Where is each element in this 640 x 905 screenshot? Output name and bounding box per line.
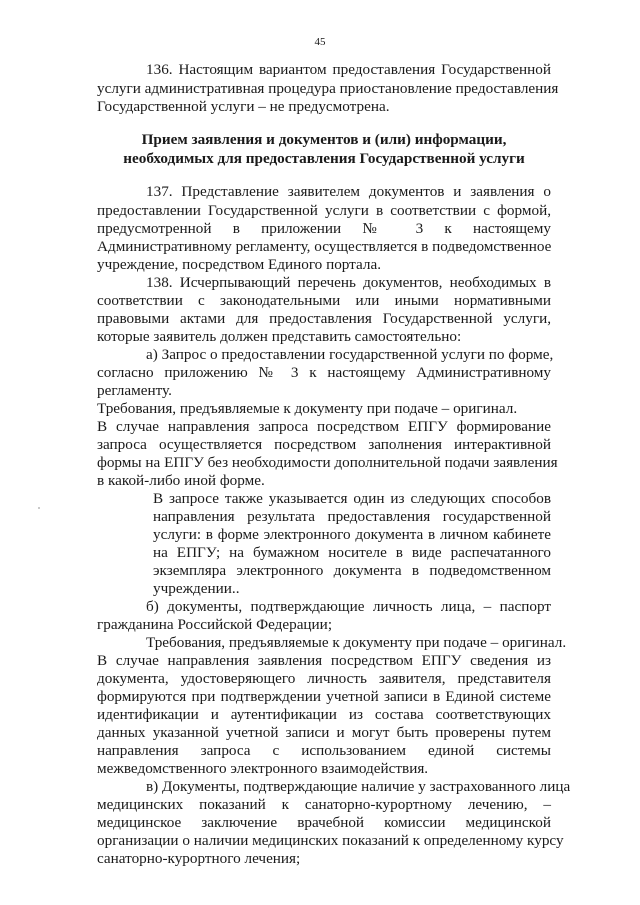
section-heading-line-2: необходимых для предоставления Государственной услуги bbox=[123, 150, 525, 167]
epgu-b-line-3: формируются при подтверждении учетной записи в Единой системе bbox=[97, 688, 551, 705]
indented-line-1: В запросе также указывается один из следующих способов bbox=[153, 490, 551, 507]
requirement-b: Требования, предъявляемые к документу при подаче – оригинал. bbox=[146, 634, 567, 651]
item-a-line-2: согласно приложению № 3 к настоящему Административному bbox=[97, 364, 551, 381]
epgu-b-line-5: данных указанной учетной записи и могут быть проверены путем bbox=[97, 724, 551, 741]
p137-line-3: предусмотренной в приложении № 3 к настоящему bbox=[97, 220, 551, 237]
indented-line-3: услуги: в форме электронного документа в личном кабинете bbox=[153, 526, 551, 543]
epgu-b-line-2: документа, удостоверяющего личность заявителя, представителя bbox=[97, 670, 551, 687]
epgu-a-line-2: запроса осуществляется посредством заполнения интерактивной bbox=[97, 436, 551, 453]
epgu-b-line-1: В случае направления заявления посредством ЕПГУ сведения из bbox=[97, 652, 551, 669]
p138-line-2: соответствии с законодательными или иными нормативными bbox=[97, 292, 551, 309]
p137-line-2: предоставлении Государственной услуги в соответствии с формой, bbox=[97, 202, 551, 219]
p138-line-3: правовыми актами для предоставления Государственной услуги, bbox=[97, 310, 551, 327]
requirement-a: Требования, предъявляемые к документу при подаче – оригинал. bbox=[97, 400, 518, 417]
page-number: 45 bbox=[314, 36, 326, 48]
p138-line-4: которые заявитель должен представить самостоятельно: bbox=[97, 328, 462, 345]
item-c-line-4: организации о наличии медицинских показаний к определенному курсу bbox=[97, 832, 564, 849]
p137-line-4: Административному регламенту, осуществляется в подведомственное bbox=[97, 238, 552, 255]
section-heading-line-1: Прием заявления и документов и (или) информации, bbox=[141, 131, 507, 148]
epgu-b-line-7: межведомственного электронного взаимодействия. bbox=[97, 760, 429, 777]
p137-line-5: учреждение, посредством Единого портала. bbox=[97, 256, 382, 273]
item-b-line-2: гражданина Российской Федерации; bbox=[97, 616, 333, 633]
item-a-line-1: а) Запрос о предоставлении государственной услуги по форме, bbox=[146, 346, 554, 363]
item-a-line-3: регламенту. bbox=[97, 382, 172, 399]
scan-speck bbox=[38, 507, 40, 509]
p136-line-3: Государственной услуги – не предусмотрена. bbox=[97, 98, 390, 115]
item-c-line-1: в) Документы, подтверждающие наличие у застрахованного лица bbox=[146, 778, 571, 795]
p138-line-1: 138. Исчерпывающий перечень документов, необходимых в bbox=[146, 274, 551, 291]
epgu-b-line-6: направления запроса с использованием единой системы bbox=[97, 742, 551, 759]
p136-line-1: 136. Настоящим вариантом предоставления Государственной bbox=[146, 61, 551, 78]
indented-line-6: учреждении.. bbox=[153, 580, 240, 597]
item-c-line-5: санаторно-курортного лечения; bbox=[97, 850, 301, 867]
item-c-line-2: медицинских показаний к санаторно-курортному лечению, – bbox=[97, 796, 551, 813]
epgu-a-line-1: В случае направления запроса посредством ЕПГУ формирование bbox=[97, 418, 551, 435]
epgu-b-line-4: идентификации и аутентификации из состава соответствующих bbox=[97, 706, 551, 723]
epgu-a-line-3: формы на ЕПГУ без необходимости дополнительной подачи заявления bbox=[97, 454, 558, 471]
indented-line-4: на ЕПГУ; на бумажном носителе в виде распечатанного bbox=[153, 544, 551, 561]
item-c-line-3: медицинское заключение врачебной комиссии медицинской bbox=[97, 814, 551, 831]
item-b-line-1: б) документы, подтверждающие личность лица, – паспорт bbox=[146, 598, 551, 615]
indented-line-2: направления результата предоставления государственной bbox=[153, 508, 551, 525]
p136-line-2: услуги административная процедура приостановление предоставления bbox=[97, 80, 559, 97]
p137-line-1: 137. Представление заявителем документов и заявления о bbox=[146, 183, 551, 200]
indented-line-5: экземпляра электронного документа в подведомственном bbox=[153, 562, 551, 579]
epgu-a-line-4: в какой-либо иной форме. bbox=[97, 472, 265, 489]
